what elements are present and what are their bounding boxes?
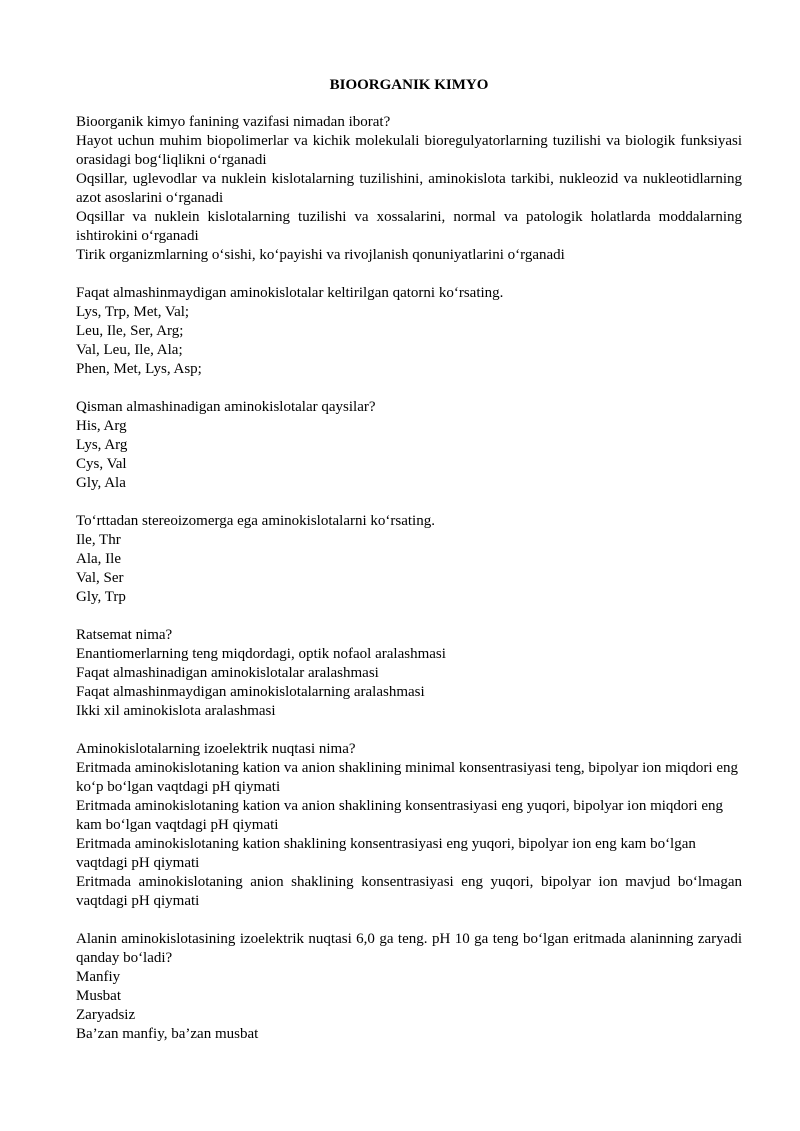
- answer-option: Musbat: [76, 988, 121, 1004]
- answer-option: Lys, Arg: [76, 437, 128, 453]
- answer-option: Gly, Trp: [76, 589, 126, 605]
- answer-option: Eritmada aminokislotaning kation va anion shaklining minimal konsentrasiyasi teng, bipolyar ion miqdori eng ko‘p bo‘lgan vaqtdagi pH qiymati: [76, 760, 738, 795]
- question-text: Bioorganik kimyo fanining vazifasi nimadan iborat?: [76, 114, 391, 130]
- answer-option: Oqsillar va nuklein kislotalarning tuzilishi va xossalarini, normal va patologik holatlarda moddalarning ishtirokini o‘rganadi: [76, 209, 742, 244]
- question-text: Faqat almashinmaydigan aminokislotalar keltirilgan qatorni ko‘rsating.: [76, 285, 504, 301]
- question-text: Alanin aminokislotasining izoelektrik nuqtasi 6,0 ga teng. pH 10 ga teng bo‘lgan eritmada alaninning zaryadi qanday bo‘ladi?: [76, 931, 742, 966]
- answer-option: Hayot uchun muhim biopolimerlar va kichik molekulali bioregulyatorlarning tuzilishi va biologik funksiyasi orasidagi bog‘liqlikni o‘rganadi: [76, 133, 742, 168]
- answer-option: Lys, Trp, Met, Val;: [76, 304, 190, 320]
- document-title: BIOORGANIK KIMYO: [329, 77, 489, 93]
- answer-option: Eritmada aminokislotaning kation va anion shaklining konsentrasiyasi eng yuqori, bipolyar ion miqdori eng kam bo‘lgan vaqtdagi pH qiymati: [76, 798, 723, 833]
- question-block-3: [76, 398, 742, 493]
- answer-option: His, Arg: [76, 418, 127, 434]
- answer-option: Leu, Ile, Ser, Arg;: [76, 323, 184, 339]
- answer-option: Cys, Val: [76, 456, 127, 472]
- answer-option: Val, Leu, Ile, Ala;: [76, 342, 183, 358]
- question-block-2: [76, 284, 742, 379]
- answer-option: Oqsillar, uglevodlar va nuklein kislotalarning tuzilishini, aminokislota tarkibi, nukleozid va nukleotidlarning azot asoslarini o‘rganadi: [76, 171, 742, 206]
- question-block-4: [76, 512, 742, 607]
- answer-option: Zaryadsiz: [76, 1007, 136, 1023]
- question-block-5: [76, 626, 742, 721]
- question-text: Ratsemat nima?: [76, 627, 173, 643]
- answer-option: Phen, Met, Lys, Asp;: [76, 361, 202, 377]
- answer-option: Faqat almashinmaydigan aminokislotalarning aralashmasi: [76, 684, 425, 700]
- answer-option: Gly, Ala: [76, 475, 126, 491]
- answer-option: Tirik organizmlarning o‘sishi, ko‘payishi va rivojlanish qonuniyatlarini o‘rganadi: [76, 247, 565, 263]
- answer-option: Enantiomerlarning teng miqdordagi, optik nofaol aralashmasi: [76, 646, 446, 662]
- answer-option: Manfiy: [76, 969, 121, 985]
- answer-option: Faqat almashinadigan aminokislotalar aralashmasi: [76, 665, 379, 681]
- question-block-1: [76, 113, 742, 265]
- answer-option: Val, Ser: [76, 570, 124, 586]
- answer-option: Eritmada aminokislotaning anion shaklining konsentrasiyasi eng yuqori, bipolyar ion mavjud bo‘lmagan vaqtdagi pH qiymati: [76, 874, 742, 909]
- answer-option: Ile, Thr: [76, 532, 121, 548]
- question-block-6: [76, 740, 742, 911]
- question-block-7: [76, 930, 742, 1044]
- question-text: To‘rttadan stereoizomerga ega aminokislotalarni ko‘rsating.: [76, 513, 435, 529]
- answer-option: Ala, Ile: [76, 551, 121, 567]
- answer-option: Eritmada aminokislotaning kation shaklining konsentrasiyasi eng yuqori, bipolyar ion eng kam bo‘lgan vaqtdagi pH qiymati: [76, 836, 696, 871]
- answer-option: Ikki xil aminokislota aralashmasi: [76, 703, 276, 719]
- question-text: Qisman almashinadigan aminokislotalar qaysilar?: [76, 399, 376, 415]
- question-text: Aminokislotalarning izoelektrik nuqtasi nima?: [76, 741, 356, 757]
- answer-option: Ba’zan manfiy, ba’zan musbat: [76, 1026, 259, 1042]
